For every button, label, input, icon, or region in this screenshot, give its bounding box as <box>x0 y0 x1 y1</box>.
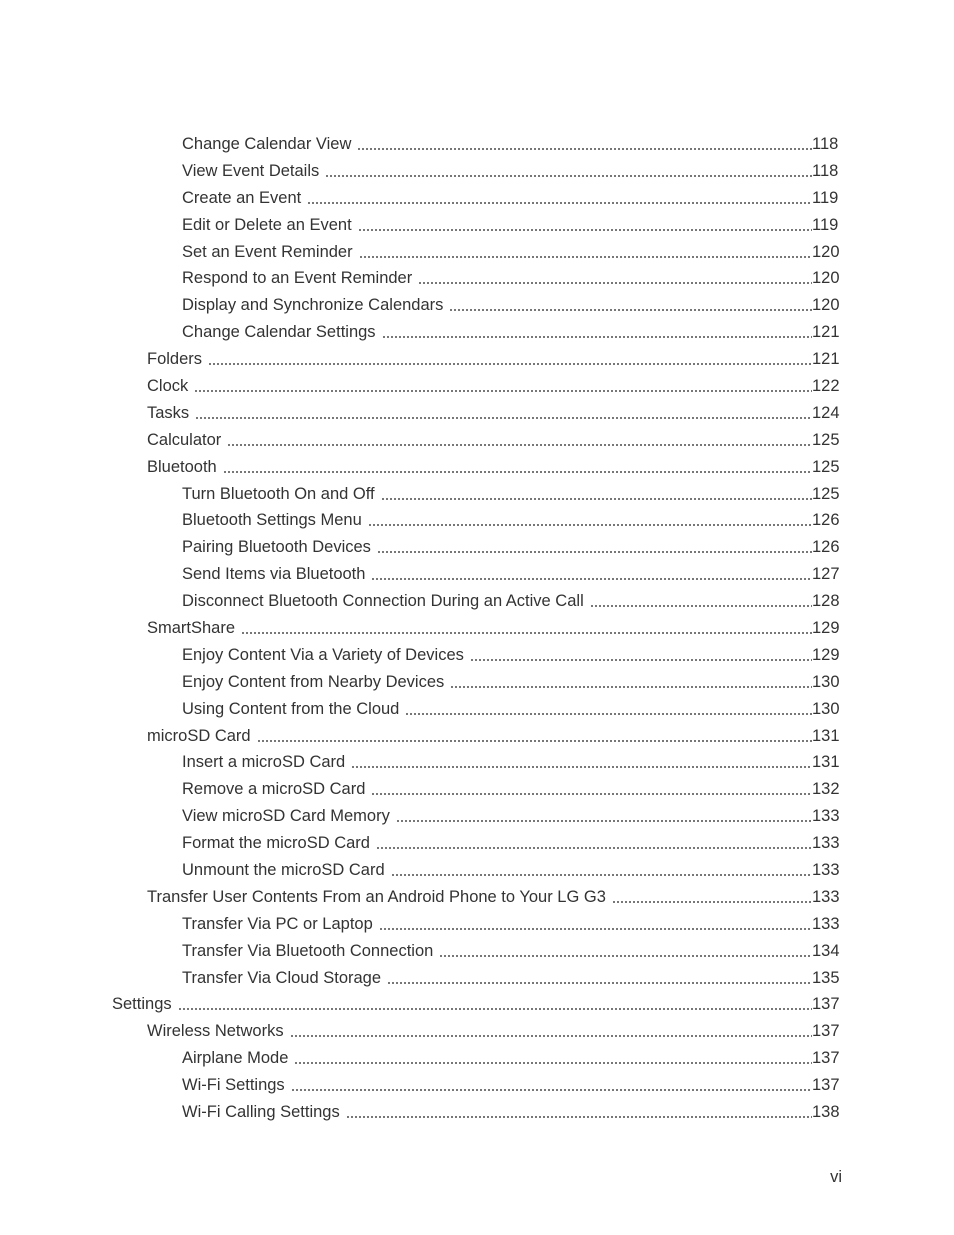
toc-entry-page: 121 <box>812 323 840 342</box>
toc-entry-title: Unmount the microSD Card <box>182 860 385 879</box>
toc-entry-page: 129 <box>812 618 840 637</box>
dot-leader <box>359 256 812 258</box>
toc-entry-page: 133 <box>812 860 840 879</box>
dot-leader <box>590 605 812 607</box>
toc-entry[interactable] <box>0 131 954 158</box>
toc-entry[interactable] <box>0 212 954 239</box>
toc-entry[interactable] <box>0 265 954 292</box>
toc-entry-page: 133 <box>812 914 840 933</box>
toc-entry[interactable] <box>0 965 954 992</box>
dot-leader <box>358 229 812 231</box>
toc-entry-title: Change Calendar View <box>182 134 352 153</box>
toc-entry-page: 133 <box>812 887 840 906</box>
toc-entry[interactable] <box>0 749 954 776</box>
dot-leader <box>357 148 812 150</box>
toc-entry[interactable] <box>0 588 954 615</box>
toc-entry-title: View Event Details <box>182 161 320 180</box>
toc-entry-title: Calculator <box>147 430 222 449</box>
toc-entry-page: 133 <box>812 834 840 853</box>
toc-entry-page: 119 <box>812 188 839 207</box>
toc-entry-page: 128 <box>812 592 840 611</box>
dot-leader <box>405 713 812 715</box>
toc-entry-page: 124 <box>812 403 840 422</box>
dot-leader <box>241 632 812 634</box>
dot-leader <box>194 390 812 392</box>
toc-entry-page: 125 <box>812 457 840 476</box>
toc-entry-title: Wireless Networks <box>147 1022 284 1041</box>
toc-entry[interactable] <box>0 723 954 750</box>
toc-entry[interactable] <box>0 776 954 803</box>
dot-leader <box>227 444 812 446</box>
toc-entry-title: Folders <box>147 350 203 369</box>
dot-leader <box>371 578 812 580</box>
toc-entry[interactable] <box>0 454 954 481</box>
toc-entry-title: Wi-Fi Calling Settings <box>182 1103 340 1121</box>
dot-leader <box>396 820 812 822</box>
toc-entry-page: 137 <box>812 1076 840 1095</box>
toc-entry-page: 118 <box>812 161 839 180</box>
toc-entry-title: Bluetooth Settings Menu <box>182 511 362 530</box>
toc-entry[interactable] <box>0 1099 954 1126</box>
dot-leader <box>307 202 812 204</box>
page-number: vi <box>830 1168 842 1186</box>
toc-entry-title: Send Items via Bluetooth <box>182 565 366 584</box>
dot-leader <box>418 282 812 284</box>
toc-entry-title: SmartShare <box>147 618 236 637</box>
toc-entry-title: Set an Event Reminder <box>182 242 353 261</box>
dot-leader <box>376 847 812 849</box>
toc-entry-page: 130 <box>812 672 840 691</box>
toc-entry-page: 127 <box>812 565 840 584</box>
toc-entry-page: 137 <box>812 995 840 1014</box>
dot-leader <box>439 955 812 957</box>
toc-entry-page: 120 <box>812 242 840 261</box>
toc-entry-title: Wi-Fi Settings <box>182 1076 285 1095</box>
toc-entry[interactable] <box>0 400 954 427</box>
dot-leader <box>178 1008 812 1010</box>
toc-entry[interactable] <box>0 857 954 884</box>
toc-entry-title: Tasks <box>147 403 190 422</box>
toc-entry[interactable] <box>0 1045 954 1072</box>
toc-entry-title: Change Calendar Settings <box>182 323 376 342</box>
toc-entry-page: 131 <box>812 726 840 745</box>
toc-entry[interactable] <box>0 830 954 857</box>
toc-entry[interactable] <box>0 615 954 642</box>
toc-entry-page: 122 <box>812 376 840 395</box>
toc-entry-title: Disconnect Bluetooth Connection During an Active Call <box>182 592 584 611</box>
toc-entry-page: 137 <box>812 1022 840 1041</box>
dot-leader <box>351 766 812 768</box>
dot-leader <box>294 1062 812 1064</box>
toc-entry[interactable] <box>0 507 954 534</box>
toc-entry[interactable] <box>0 696 954 723</box>
dot-leader <box>290 1035 812 1037</box>
toc-entry-title: Format the microSD Card <box>182 834 370 853</box>
dot-leader <box>371 793 812 795</box>
toc-entry[interactable] <box>0 158 954 185</box>
toc-entry-title: Transfer Via Cloud Storage <box>182 968 382 987</box>
toc-entry-page: 138 <box>812 1103 840 1121</box>
toc-entry-title: Pairing Bluetooth Devices <box>182 538 371 557</box>
toc-entry-title: Transfer Via PC or Laptop <box>182 914 373 933</box>
toc-entry-title: Transfer User Contents From an Android Phone to Your LG G3 <box>147 887 606 906</box>
toc-entry[interactable] <box>0 346 954 373</box>
dot-leader <box>391 874 812 876</box>
dot-leader <box>450 686 812 688</box>
dot-leader <box>612 901 812 903</box>
dot-leader <box>470 659 812 661</box>
toc-entry-title: Edit or Delete an Event <box>182 215 352 234</box>
toc-entry-page: 137 <box>812 1049 840 1068</box>
toc-entry-page: 120 <box>812 296 840 315</box>
toc-entry[interactable] <box>0 642 954 669</box>
toc-entry[interactable] <box>0 185 954 212</box>
toc-entry-page: 120 <box>812 269 840 288</box>
toc-entry-page: 135 <box>812 968 840 987</box>
toc-entry[interactable] <box>0 561 954 588</box>
dot-leader <box>381 498 812 500</box>
toc-entry-title: Display and Synchronize Calendars <box>182 296 444 315</box>
toc-entry-page: 134 <box>812 941 840 960</box>
dot-leader <box>382 336 812 338</box>
toc-entry[interactable] <box>0 992 954 1019</box>
toc-entry-title: Clock <box>147 376 189 395</box>
toc-entry[interactable] <box>0 373 954 400</box>
toc-entry-title: Turn Bluetooth On and Off <box>182 484 375 503</box>
dot-leader <box>346 1116 812 1118</box>
toc-entry-title: Remove a microSD Card <box>182 780 366 799</box>
toc-entry-page: 126 <box>812 538 840 557</box>
toc-entry-page: 132 <box>812 780 840 799</box>
toc-entry[interactable] <box>0 884 954 911</box>
toc-entry-title: Respond to an Event Reminder <box>182 269 413 288</box>
table-of-contents <box>0 131 954 1126</box>
toc-entry[interactable] <box>0 319 954 346</box>
toc-entry-title: Settings <box>112 995 172 1014</box>
toc-entry-title: Insert a microSD Card <box>182 753 346 772</box>
dot-leader <box>325 175 812 177</box>
toc-entry-page: 125 <box>812 430 840 449</box>
dot-leader <box>449 309 812 311</box>
toc-entry-title: Enjoy Content Via a Variety of Devices <box>182 645 464 664</box>
toc-entry-page: 129 <box>812 645 840 664</box>
toc-entry-title: View microSD Card Memory <box>182 807 390 826</box>
toc-entry-title: Create an Event <box>182 188 302 207</box>
toc-entry-page: 131 <box>812 753 840 772</box>
toc-entry-title: Transfer Via Bluetooth Connection <box>182 941 434 960</box>
dot-leader <box>368 524 812 526</box>
dot-leader <box>223 471 812 473</box>
toc-entry[interactable] <box>0 534 954 561</box>
toc-entry-page: 130 <box>812 699 840 718</box>
dot-leader <box>195 417 812 419</box>
dot-leader <box>208 363 812 365</box>
dot-leader <box>291 1089 812 1091</box>
toc-entry-page: 118 <box>812 134 839 153</box>
toc-entry[interactable] <box>0 803 954 830</box>
toc-entry[interactable] <box>0 1018 954 1045</box>
toc-entry[interactable] <box>0 1072 954 1099</box>
toc-entry[interactable] <box>0 938 954 965</box>
toc-entry[interactable] <box>0 669 954 696</box>
toc-entry[interactable] <box>0 911 954 938</box>
dot-leader <box>379 928 812 930</box>
dot-leader <box>377 551 812 553</box>
dot-leader <box>387 982 812 984</box>
toc-entry-page: 133 <box>812 807 840 826</box>
toc-entry-title: Using Content from the Cloud <box>182 699 400 718</box>
toc-entry-page: 119 <box>812 215 839 234</box>
toc-entry-title: Airplane Mode <box>182 1049 289 1068</box>
toc-entry-page: 121 <box>812 350 840 369</box>
toc-entry-title: Bluetooth <box>147 457 217 476</box>
toc-entry[interactable] <box>0 481 954 508</box>
toc-entry[interactable] <box>0 292 954 319</box>
dot-leader <box>257 740 812 742</box>
toc-entry-page: 126 <box>812 511 840 530</box>
toc-entry-title: microSD Card <box>147 726 251 745</box>
toc-entry-page: 125 <box>812 484 840 503</box>
toc-entry-title: Enjoy Content from Nearby Devices <box>182 672 445 691</box>
toc-entry[interactable] <box>0 427 954 454</box>
toc-entry[interactable] <box>0 239 954 266</box>
